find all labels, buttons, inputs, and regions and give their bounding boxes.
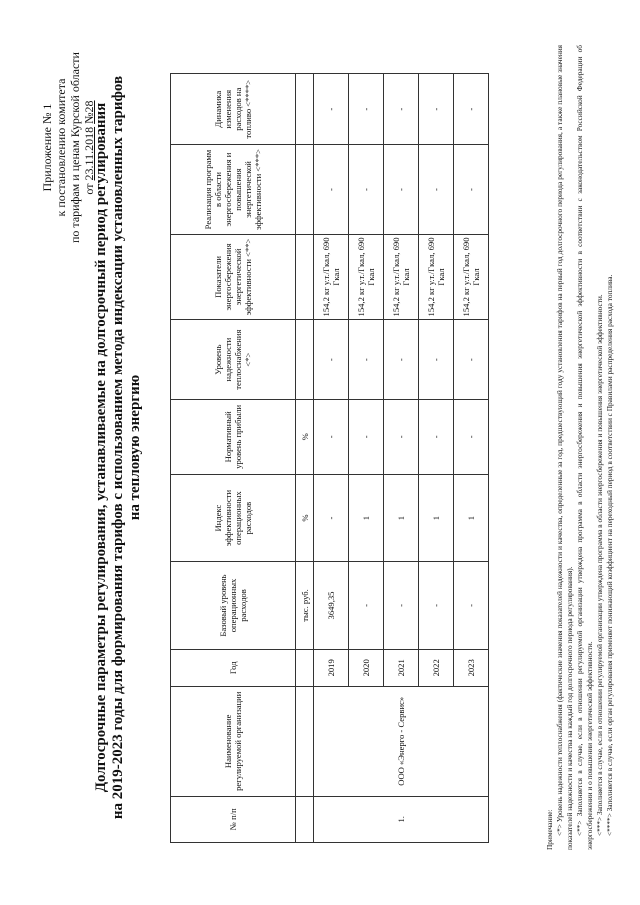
unit-index: % xyxy=(296,474,314,562)
cell-index: - xyxy=(314,474,349,562)
document-title xyxy=(93,45,144,850)
notes-label: Примечание: xyxy=(545,809,554,850)
table-cell xyxy=(296,145,314,234)
cell-year: 2022 xyxy=(419,649,454,686)
cell-reliability: - xyxy=(314,320,349,400)
cell-program: - xyxy=(454,145,489,234)
appendix-title: Приложение № 1 xyxy=(40,103,54,192)
cell-base: - xyxy=(419,562,454,649)
cell-profit: - xyxy=(419,399,454,474)
cell-fuel: - xyxy=(454,74,489,145)
cell-base: - xyxy=(384,562,419,649)
cell-reliability: - xyxy=(419,320,454,400)
cell-reliability: - xyxy=(384,320,419,400)
cell-base: - xyxy=(454,562,489,649)
cell-profit: - xyxy=(384,399,419,474)
cell-index: 1 xyxy=(419,474,454,562)
note-item: <**> Заполняется в случае, если в отношении регулируемой организации утверждена программа в области энергосбережения и повышения энергетической эффективности в соответствии с законодательством Российской Федерации об энергосбережении и о повышении энергетической эффективности. xyxy=(575,45,594,850)
header-num: № п/п xyxy=(171,796,296,842)
header-energy: Показатели энергосбережения энергетической эффективности <**> xyxy=(171,234,296,320)
cell-profit: - xyxy=(349,399,384,474)
appendix-date: 23.11.2018 xyxy=(82,126,96,181)
cell-energy: 154,2 кг у.т./Гкал, 690 Гкал xyxy=(349,234,384,320)
table-header-row xyxy=(171,74,296,843)
note-item: <***> Заполняется в случае, если в отношении регулируемой организации утверждена программа в области энергосбережения и повышения энергетической эффективности. xyxy=(595,294,604,836)
unit-base: тыс. руб. xyxy=(296,562,314,649)
table-row xyxy=(314,74,349,843)
notes-block xyxy=(545,45,615,850)
units-row xyxy=(296,74,314,843)
cell-index: 1 xyxy=(454,474,489,562)
appendix-prefix: от xyxy=(82,183,96,195)
note-item: <*> Уровень надежности теплоснабжения (фактические значения показателей надежности и качества, определенные за год, предшествующий году установления тарифов на первый год долгосрочного периода регулирования, а также плановые значения показателей надежности и качества на каждый год долгосрочного периода регулирования). xyxy=(555,45,574,850)
cell-program: - xyxy=(349,145,384,234)
table-cell xyxy=(296,796,314,842)
cell-program: - xyxy=(419,145,454,234)
cell-index: 1 xyxy=(384,474,419,562)
cell-year: 2020 xyxy=(349,649,384,686)
header-index: Индекс эффективности операционных расходов xyxy=(171,474,296,562)
cell-fuel: - xyxy=(419,74,454,145)
table-cell xyxy=(296,74,314,145)
cell-index: 1 xyxy=(349,474,384,562)
note-item: <****> Заполняется в случае, если орган регулирования применяет понижающий коэффициент на переходный период в соответствии с Правилами распределения расхода топлива. xyxy=(605,274,614,836)
cell-year: 2023 xyxy=(454,649,489,686)
cell-program: - xyxy=(384,145,419,234)
appendix-line: по тарифам и ценам Курской области xyxy=(68,52,82,243)
cell-energy: 154,2 кг у.т./Гкал, 690 Гкал xyxy=(419,234,454,320)
table-cell xyxy=(296,687,314,797)
cell-fuel: - xyxy=(384,74,419,145)
cell-profit: - xyxy=(454,399,489,474)
header-base: Базовый уровень операционных расходов xyxy=(171,562,296,649)
appendix-number: №28 xyxy=(82,100,96,124)
cell-energy: 154,2 кг у.т./Гкал, 690 Гкал xyxy=(314,234,349,320)
header-reliability: Уровень надежности теплоснабжения <*> xyxy=(171,320,296,400)
cell-energy: 154,2 кг у.т./Гкал, 690 Гкал xyxy=(384,234,419,320)
cell-profit: - xyxy=(314,399,349,474)
cell-fuel: - xyxy=(314,74,349,145)
title-line: Долгосрочные параметры регулирования, устанавливаемые на долгосрочный период регулирования xyxy=(93,102,109,793)
title-line: на 2019-2023 годы для формирования тарифов с использованием метода индексации установленных тарифов xyxy=(110,75,126,820)
table-cell xyxy=(296,234,314,320)
cell-energy: 154,2 кг у.т./Гкал, 690 Гкал xyxy=(454,234,489,320)
cell-fuel: - xyxy=(349,74,384,145)
appendix-line: к постановлению комитета xyxy=(54,78,68,217)
header-year: Год xyxy=(171,649,296,686)
appendix-block xyxy=(40,40,96,255)
header-fuel: Динамика изменения расходов на топливо <****> xyxy=(171,74,296,145)
cell-year: 2021 xyxy=(384,649,419,686)
row-num: 1. xyxy=(314,796,489,842)
cell-base: 3649,35 xyxy=(314,562,349,649)
header-program: Реализация программ в области энергосбережения и повышения энергетической эффективности <***> xyxy=(171,145,296,234)
table-cell xyxy=(296,320,314,400)
title-line: на тепловую энергию xyxy=(127,374,143,521)
header-profit: Нормативный уровень прибыли xyxy=(171,399,296,474)
table-cell xyxy=(296,649,314,686)
cell-reliability: - xyxy=(349,320,384,400)
cell-reliability: - xyxy=(454,320,489,400)
cell-program: - xyxy=(314,145,349,234)
header-org: Наименование регулируемой организации xyxy=(171,687,296,797)
cell-year: 2019 xyxy=(314,649,349,686)
parameters-table xyxy=(170,73,489,843)
unit-profit: % xyxy=(296,399,314,474)
org-name: ООО «Энерго - Сервис» xyxy=(314,687,489,797)
cell-base: - xyxy=(349,562,384,649)
